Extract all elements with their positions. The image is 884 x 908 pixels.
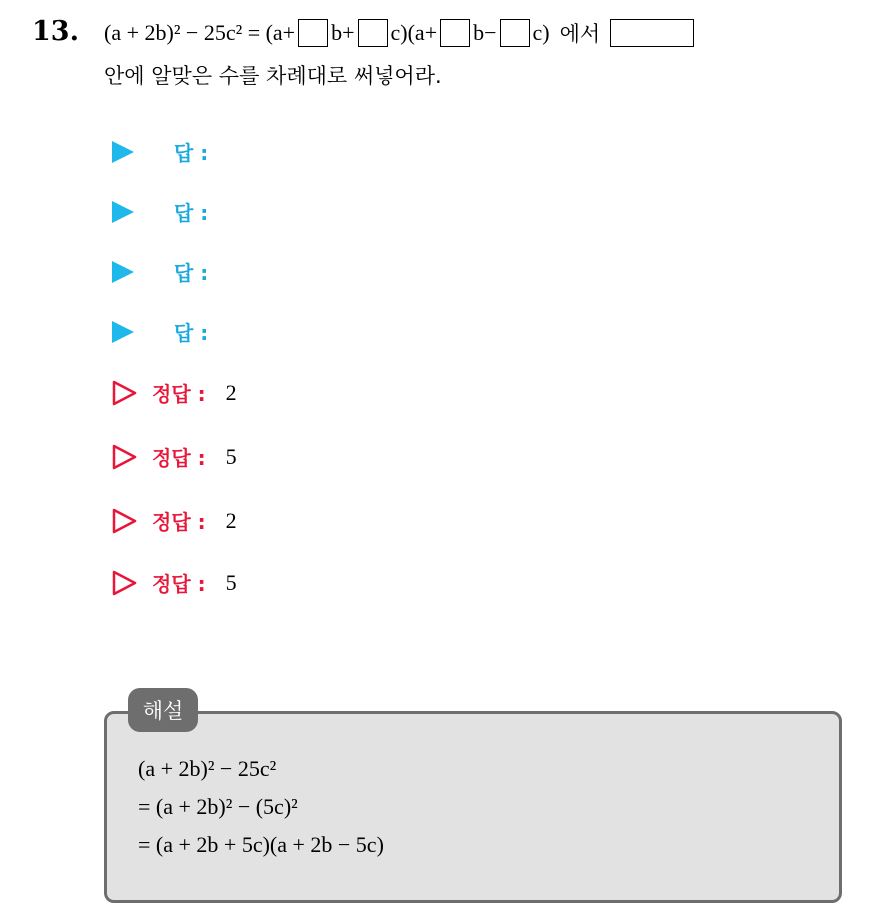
correct-value: 5 xyxy=(225,443,237,469)
eseo-text: 에서 xyxy=(559,22,601,46)
correct-value: 2 xyxy=(225,379,237,405)
blank-box-1[interactable] xyxy=(298,19,328,47)
play-triangle-icon xyxy=(112,261,134,283)
answer-label: 답 : xyxy=(174,141,209,165)
correct-label: 정답 : xyxy=(152,382,206,406)
equation-part-3: b− xyxy=(473,20,497,45)
equation-part-1: b+ xyxy=(331,20,355,45)
blank-box-3[interactable] xyxy=(440,19,470,47)
answer-label: 답 : xyxy=(174,261,209,285)
equation-part-4: c) xyxy=(532,20,550,45)
correct-answer-row xyxy=(112,378,237,407)
outline-triangle-icon xyxy=(112,570,138,596)
correct-value: 5 xyxy=(225,569,237,595)
question-equation xyxy=(104,18,697,48)
solution-line: = (a + 2b + 5c)(a + 2b − 5c) xyxy=(138,832,384,857)
blank-box-2[interactable] xyxy=(358,19,388,47)
correct-answer-row xyxy=(112,442,237,471)
correct-answer-row xyxy=(112,568,237,597)
correct-label: 정답 : xyxy=(152,510,206,534)
answer-label: 답 : xyxy=(174,201,209,225)
solution-tab: 해설 xyxy=(128,688,198,732)
answer-label: 답 : xyxy=(174,321,209,345)
question-number: 13. xyxy=(32,16,79,47)
outline-triangle-icon xyxy=(112,380,138,406)
correct-answer-row xyxy=(112,506,237,535)
solution-line: = (a + 2b)² − (5c)² xyxy=(138,794,298,819)
correct-label: 정답 : xyxy=(152,572,206,596)
play-triangle-icon xyxy=(112,201,134,223)
answer-row[interactable] xyxy=(112,137,208,166)
answer-row[interactable] xyxy=(112,317,208,346)
blank-box-reference xyxy=(610,19,694,47)
equation-part-2: c)(a+ xyxy=(390,20,438,45)
equation-lhs: (a + 2b)² − 25c² = (a+ xyxy=(104,20,296,45)
play-triangle-icon xyxy=(112,141,134,163)
question-instruction: 안에 알맞은 수를 차례대로 써넣어라. xyxy=(104,64,442,88)
answer-row[interactable] xyxy=(112,257,208,286)
blank-box-4[interactable] xyxy=(500,19,530,47)
outline-triangle-icon xyxy=(112,444,138,470)
correct-value: 2 xyxy=(225,507,237,533)
solution-line: (a + 2b)² − 25c² xyxy=(138,756,277,781)
play-triangle-icon xyxy=(112,321,134,343)
correct-label: 정답 : xyxy=(152,446,206,470)
outline-triangle-icon xyxy=(112,508,138,534)
answer-row[interactable] xyxy=(112,197,208,226)
